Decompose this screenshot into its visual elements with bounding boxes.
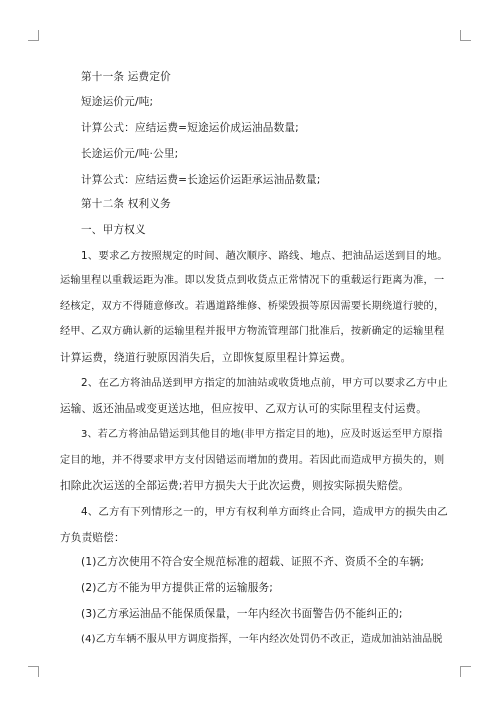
document-line: 1、要求乙方按照规定的时间、趟次顺序、路线、地点、把油品运送到目的地。 (81, 250, 448, 262)
document-line: 2、在乙方将油品送到甲方指定的加油站或收货地点前，甲方可以要求乙方中止 (81, 377, 448, 389)
document-line: 运输里程以重载运距为准。即以发货点到收货点正常情况下的重载运行距离为准，一 (60, 275, 445, 286)
document-line: 经核定，双方不得随意修改。若遇道路维修、桥梁毁损等原因需要长期绕道行驶的， (60, 301, 445, 312)
document-line: 第十一条 运费定价 (81, 71, 171, 83)
document-line: (1)乙方次使用不符合安全规范标准的超载、证照不齐、资质不全的车辆; (81, 556, 425, 568)
document-line: (4)乙方车辆不服从甲方调度指挥，一年内经次处罚仍不改正，造成加油站油品脱 (81, 634, 443, 645)
document-line: 长途运价元/吨·公里; (81, 148, 179, 160)
document-line: 一、甲方权义 (81, 224, 146, 236)
document-line: 运输、返还油品或变更送达地，但应按甲、乙双方认可的实际里程支付运费。 (60, 403, 427, 415)
document-line: 定目的地，并不得要求甲方支付因错运而增加的费用。若因此而造成甲方损失的，则 (60, 455, 445, 466)
document-line: (3)乙方承运油品不能保质保量，一年内经次书面警告仍不能纠正的; (81, 608, 403, 620)
document-line: (2)乙方不能为甲方提供正常的运输服务; (81, 582, 274, 594)
document-line: 方负责赔偿： (60, 532, 125, 544)
crop-mark-top-right (460, 30, 471, 41)
crop-mark-bottom-right (460, 666, 471, 677)
document-line: 短途运价元/吨; (81, 96, 154, 108)
document-line: 计算公式：应结运费=长途运价运距承运油品数量; (81, 174, 321, 186)
document-line: 经甲、乙双方确认新的运输里程并报甲方物流管理部门批准后，按新确定的运输里程 (60, 326, 445, 337)
crop-mark-top-left (28, 30, 39, 41)
document-line: 第十二条 权利义务 (81, 198, 171, 210)
document-line: 4、乙方有下列情形之一的，甲方有权利单方面终止合同，造成甲方的损失由乙 (81, 506, 448, 518)
crop-mark-bottom-left (28, 666, 39, 677)
document-line: 计算运费，绕道行驶原因消失后，立即恢复原里程计算运费。 (60, 352, 352, 364)
document-line: 计算公式：应结运费=短途运价成运油品数量; (81, 122, 299, 134)
document-line: 扣除此次运送的全部运费;若甲方损失大于此次运费，则按实际损失赔偿。 (60, 480, 410, 492)
document-line: 3、若乙方将油品错运到其他目的地(非甲方指定目的地)，应及时返运至甲方原指 (81, 429, 443, 440)
